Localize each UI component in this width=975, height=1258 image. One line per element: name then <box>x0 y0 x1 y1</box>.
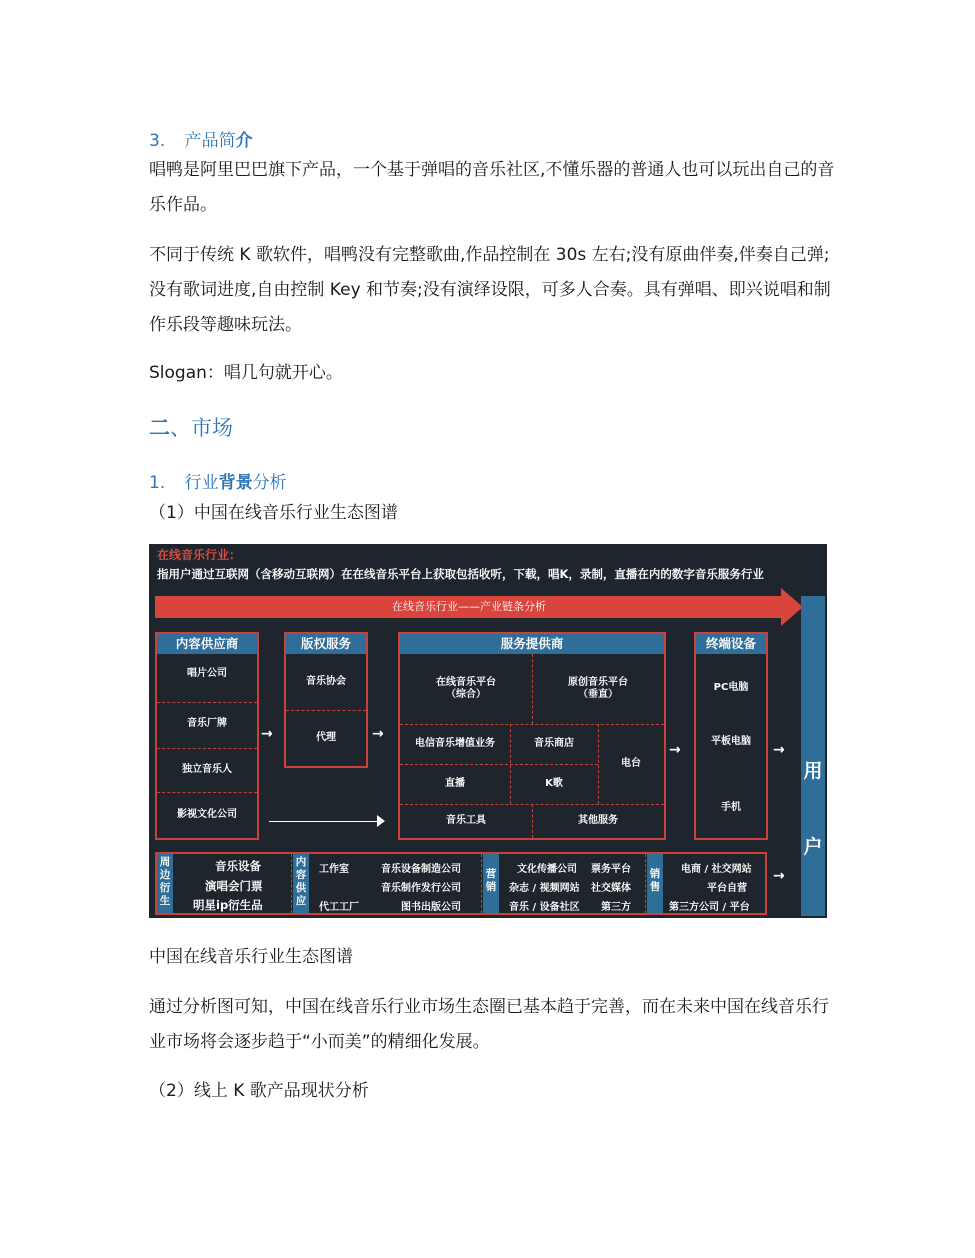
flow-arrow: → <box>669 742 681 758</box>
chapter-title: 、市场 <box>170 416 233 440</box>
intro-paragraph: 唱鸭是阿里巴巴旗下产品，一个基于弹唱的音乐社区,不懂乐器的普通人也可以玩出自己的音乐作品。 <box>149 160 835 215</box>
diagram-definition-text: 指用户通过互联网（含移动互联网）在在线音乐平台上获取包括收听，下载，唱K，录制，直播在内的数字音乐服务行业 <box>157 567 764 581</box>
marketing-item: 音乐 / 设备社区 <box>509 902 580 913</box>
sales-item: 第三方公司 / 平台 <box>669 902 750 913</box>
list-item-1: （1）中国在线音乐行业生态图谱 <box>149 503 398 523</box>
service-tools: 音乐工具 <box>446 815 486 826</box>
long-flow-arrow-head <box>377 815 385 827</box>
supporting-services-strip <box>155 852 767 915</box>
service-radio: 电台 <box>621 758 641 769</box>
terminal-item: 手机 <box>721 802 741 813</box>
sales-item: 电商 / 社交网站 <box>681 864 752 875</box>
peripheral-item: 音乐设备 <box>215 859 261 873</box>
content-supply-item: 音乐设备制造公司 <box>381 864 461 875</box>
section-number: 3. <box>149 131 166 151</box>
sales-item: 平台自营 <box>707 883 747 894</box>
marketing-item: 票务平台 <box>591 864 631 875</box>
chapter-heading-market <box>149 412 233 442</box>
service-original-platform: 原创音乐平台 （垂直） <box>568 677 628 700</box>
terminal-item: 平板电脑 <box>711 736 751 747</box>
ecosystem-diagram <box>149 544 827 918</box>
subsection-number: 1. <box>149 473 166 493</box>
section-heading-3 <box>149 126 253 151</box>
user-label-char: 户 <box>803 836 823 858</box>
copyright-header: 版权服务 <box>286 634 366 654</box>
content-supplier-box <box>155 632 259 840</box>
copyright-item: 代理 <box>316 732 336 743</box>
list-item-2: （2）线上 K 歌产品现状分析 <box>149 1081 369 1101</box>
subsection-heading-1 <box>149 468 287 493</box>
divider <box>291 854 292 913</box>
marketing-item: 社交媒体 <box>591 883 631 894</box>
service-telecom: 电信音乐增值业务 <box>415 738 495 749</box>
flow-arrow: → <box>773 868 785 884</box>
terminal-devices-header: 终端设备 <box>696 634 766 654</box>
content-supplier-item: 独立音乐人 <box>182 764 232 775</box>
peripheral-label: 周边衍生 <box>157 854 173 913</box>
section-title-bold: 介 <box>235 131 253 151</box>
chain-arrow-label: 在线音乐行业——产业链条分析 <box>392 600 546 613</box>
content-supply-item: 代工工厂 <box>319 902 359 913</box>
marketing-item: 第三方 <box>601 902 631 913</box>
marketing-item: 文化传播公司 <box>517 864 577 875</box>
service-provider-box <box>398 632 666 840</box>
service-provider-header: 服务提供商 <box>400 634 664 654</box>
service-online-platform: 在线音乐平台 （综合） <box>436 677 496 700</box>
service-live: 直播 <box>445 778 465 789</box>
diagram-caption: 中国在线音乐行业生态图谱 <box>149 947 353 967</box>
subsection-title-pre: 行业 <box>184 473 219 493</box>
long-flow-line <box>269 821 379 822</box>
subsection-title-bold: 背景 <box>218 473 253 493</box>
sales-label: 销售 <box>647 854 663 913</box>
divider <box>481 854 482 913</box>
copyright-item: 音乐协会 <box>306 676 346 687</box>
content-supply-item: 工作室 <box>319 864 349 875</box>
marketing-item: 杂志 / 视频网站 <box>509 883 580 894</box>
features-paragraph: 不同于传统 K 歌软件，唱鸭没有完整歌曲,作品控制在 30s 左右;没有原曲伴奏,伴奏自己弹;没有歌词进度,自由控制 Key 和节奏;没有演绎设限，可多人合奏。具有弹唱、即兴说唱和制作乐段等趣味玩法。 <box>149 245 831 335</box>
service-other: 其他服务 <box>578 815 618 826</box>
content-supplier-item: 影视文化公司 <box>177 809 237 820</box>
slogan-paragraph: Slogan：唱几句就开心。 <box>149 363 343 383</box>
user-label-char: 用 <box>803 760 823 782</box>
content-supplier-item: 音乐厂牌 <box>187 718 227 729</box>
subsection-title-post: 分析 <box>252 473 287 493</box>
terminal-item: PC电脑 <box>713 682 749 693</box>
service-music-store: 音乐商店 <box>534 738 574 749</box>
service-karaoke: K歌 <box>545 778 563 789</box>
flow-arrow: → <box>261 726 273 742</box>
terminal-devices-box <box>694 632 768 840</box>
content-supply-item: 图书出版公司 <box>401 902 461 913</box>
marketing-label: 营销 <box>483 854 499 913</box>
divider <box>645 854 646 913</box>
copyright-box <box>284 632 368 768</box>
section-title: 产品简 <box>184 131 236 151</box>
content-supply-item: 音乐制作发行公司 <box>381 883 461 894</box>
chapter-number: 二 <box>149 416 170 440</box>
flow-arrow: → <box>372 726 384 742</box>
content-supplier-header: 内容供应商 <box>157 634 257 654</box>
peripheral-item: 演唱会门票 <box>205 879 263 893</box>
analysis-paragraph: 通过分析图可知，中国在线音乐行业市场生态圈已基本趋于完善，而在未来中国在线音乐行业市场将会逐步趋于“小而美”的精细化发展。 <box>149 997 829 1052</box>
content-supply-label: 内容供应 <box>293 854 309 913</box>
peripheral-item: 明星ip衍生品 <box>193 898 263 912</box>
flow-arrow: → <box>773 742 785 758</box>
content-supplier-item: 唱片公司 <box>187 668 227 679</box>
diagram-definition-title: 在线音乐行业： <box>157 548 242 562</box>
user-column <box>801 596 825 916</box>
